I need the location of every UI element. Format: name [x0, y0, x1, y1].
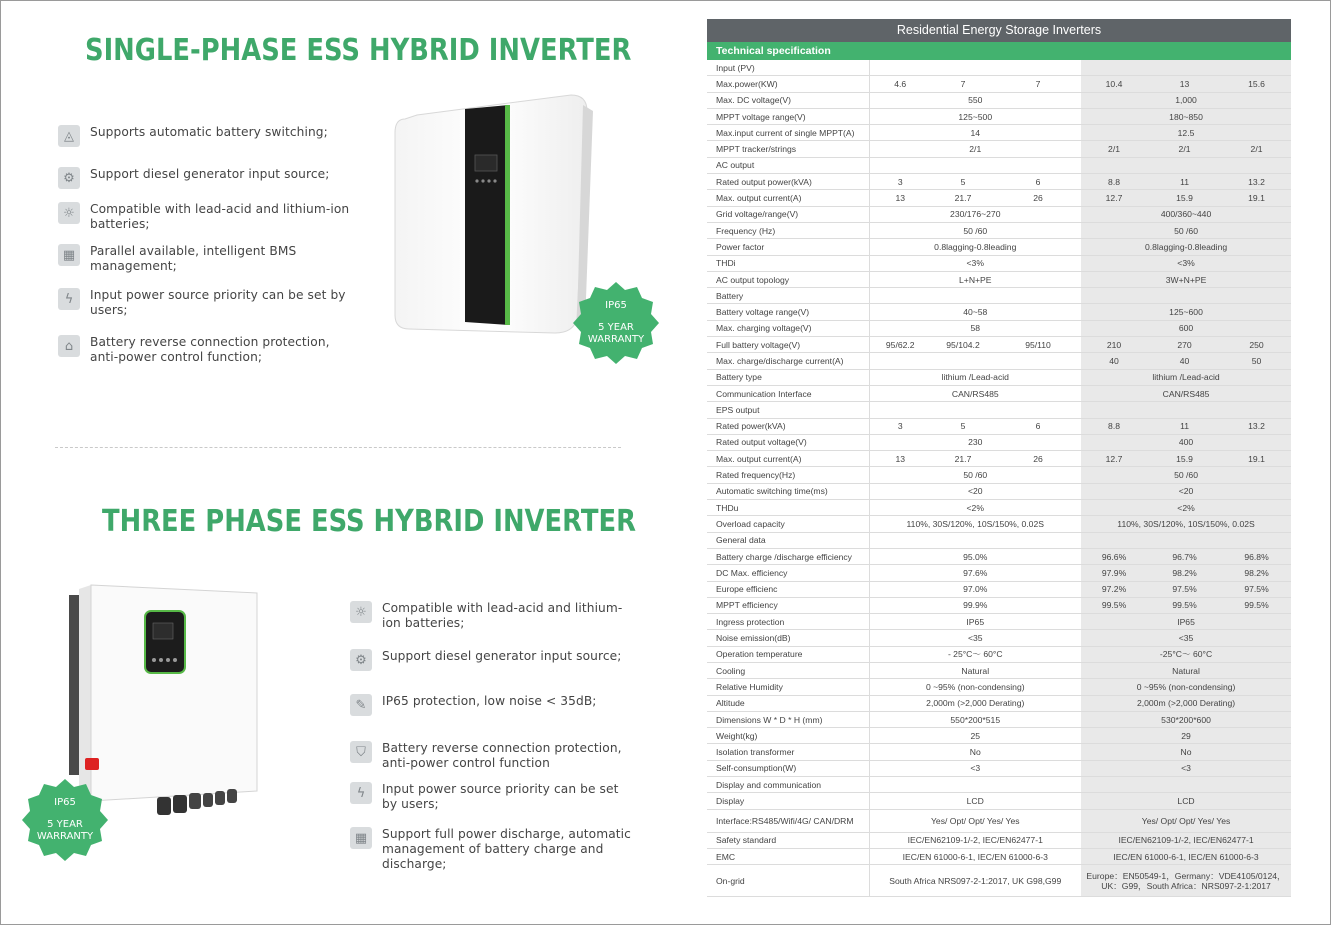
- spec-value: 97.6%: [869, 565, 1081, 581]
- spec-value: 3: [869, 174, 931, 190]
- spec-row: [707, 206, 1291, 222]
- spec-label: Rated output voltage(V): [707, 434, 869, 450]
- spec-value: <35: [869, 630, 1081, 646]
- spec-label: Max.power(KW): [707, 76, 869, 92]
- spec-value: - 25°C～ 60°C: [869, 646, 1081, 662]
- spec-value: 13.2: [1222, 174, 1291, 190]
- spec-label: Battery voltage range(V): [707, 304, 869, 320]
- spec-label: Isolation transformer: [707, 744, 869, 760]
- spec-label: THDu: [707, 500, 869, 516]
- spec-label: Self-consumption(W): [707, 760, 869, 776]
- spec-label: THDi: [707, 255, 869, 271]
- spec-value: 110%, 30S/120%, 10S/150%, 0.02S: [1081, 516, 1291, 532]
- spec-row: [707, 451, 1291, 467]
- spec-value: 15.9: [1147, 190, 1222, 206]
- spec-value: No: [1081, 744, 1291, 760]
- spec-value: 50 /60: [1081, 222, 1291, 238]
- spec-value: CAN/RS485: [869, 385, 1081, 401]
- spec-value: 99.9%: [869, 597, 1081, 613]
- feature-item: [350, 694, 637, 716]
- spec-empty-cell: [869, 777, 1081, 793]
- spec-value: 99.5%: [1147, 597, 1222, 613]
- battery-switch-icon: ◬: [58, 125, 80, 147]
- spec-row: [707, 92, 1291, 108]
- spec-label: Max. charging voltage(V): [707, 320, 869, 336]
- spec-value: IEC/EN 61000-6-1, IEC/EN 61000-6-3: [869, 848, 1081, 864]
- spec-value: <20: [869, 483, 1081, 499]
- spec-label: Rated output power(kVA): [707, 174, 869, 190]
- spec-value: <2%: [869, 500, 1081, 516]
- spec-row: [707, 532, 1291, 548]
- spec-value: 96.8%: [1222, 548, 1291, 564]
- spec-value: 2/1: [869, 141, 1081, 157]
- spec-value: 1,000: [1081, 92, 1291, 108]
- spec-value: 4.6: [869, 76, 931, 92]
- spec-value: lithium /Lead-acid: [1081, 369, 1291, 385]
- spec-row: [707, 320, 1291, 336]
- spec-value: 12.7: [1081, 451, 1147, 467]
- spec-value: 530*200*600: [1081, 711, 1291, 727]
- spec-label: Altitude: [707, 695, 869, 711]
- spec-label: Ingress protection: [707, 614, 869, 630]
- spec-label: Battery charge /discharge efficiency: [707, 548, 869, 564]
- badge-warranty-line2: WARRANTY: [587, 334, 645, 345]
- spec-empty-cell: [869, 532, 1081, 548]
- spec-value: 125~600: [1081, 304, 1291, 320]
- spec-value: 13.2: [1222, 418, 1291, 434]
- sun-icon: ☼: [350, 601, 372, 623]
- spec-value: 10.4: [1081, 76, 1147, 92]
- spec-value: 98.2%: [1147, 565, 1222, 581]
- feature-item: [350, 827, 637, 872]
- feature-item: [58, 125, 350, 147]
- spec-row: [707, 711, 1291, 727]
- spec-value: 6: [995, 174, 1081, 190]
- spec-table-panel: [707, 19, 1291, 897]
- spec-label: MPPT efficiency: [707, 597, 869, 613]
- warranty-badge-top: [573, 280, 659, 366]
- spec-value: 3: [869, 418, 931, 434]
- spec-value: 550*200*515: [869, 711, 1081, 727]
- spec-value: <3: [1081, 760, 1291, 776]
- spec-value: 40: [1081, 353, 1147, 369]
- spec-value: LCD: [869, 793, 1081, 809]
- spec-value: 400: [1081, 434, 1291, 450]
- three-phase-title: THREE PHASE ESS HYBRID INVERTER: [102, 504, 636, 539]
- spec-label: Display and communication: [707, 777, 869, 793]
- spec-value: 12.7: [1081, 190, 1147, 206]
- spec-row: [707, 516, 1291, 532]
- feature-text: Input power source priority can be set by users;: [90, 288, 346, 317]
- spec-row: [707, 222, 1291, 238]
- spec-label: Cooling: [707, 662, 869, 678]
- feature-text: Support diesel generator input source;: [90, 167, 330, 181]
- spec-row: [707, 434, 1291, 450]
- feature-text: Battery reverse connection protection, anti-power control function;: [90, 335, 330, 364]
- spec-empty-cell: [1081, 402, 1291, 418]
- spec-row: [707, 679, 1291, 695]
- spec-value: 15.9: [1147, 451, 1222, 467]
- spec-value: 97.5%: [1222, 581, 1291, 597]
- spec-value: <3%: [869, 255, 1081, 271]
- spec-value: 15.6: [1222, 76, 1291, 92]
- spec-value: 95/110: [995, 337, 1081, 353]
- spec-empty-cell: [1081, 777, 1291, 793]
- spec-value: 5: [931, 418, 995, 434]
- feature-item: [350, 601, 637, 631]
- spec-value: 550: [869, 92, 1081, 108]
- spec-value: 19.1: [1222, 451, 1291, 467]
- spec-row: [707, 255, 1291, 271]
- badge-warranty-line2: WARRANTY: [36, 831, 94, 842]
- spec-value: 58: [869, 320, 1081, 336]
- spec-value: 6: [995, 418, 1081, 434]
- spec-label: Max. DC voltage(V): [707, 92, 869, 108]
- spec-value: 2/1: [1222, 141, 1291, 157]
- spec-row: [707, 353, 1291, 369]
- spec-value: 13: [1147, 76, 1222, 92]
- spec-label: Frequency (Hz): [707, 222, 869, 238]
- spec-label: Dimensions W * D * H (mm): [707, 711, 869, 727]
- spec-value: South Africa NRS097-2-1:2017, UK G98,G99: [869, 865, 1081, 897]
- spec-value: <2%: [1081, 500, 1291, 516]
- spec-label: On-grid: [707, 865, 869, 897]
- spec-value: 2/1: [1147, 141, 1222, 157]
- lightning-icon: ϟ: [58, 288, 80, 310]
- section-divider: [55, 447, 621, 448]
- spec-value: 230: [869, 434, 1081, 450]
- feature-item: [58, 167, 350, 189]
- warranty-badge-bottom: [22, 777, 108, 863]
- spec-row: [707, 662, 1291, 678]
- spec-value: 97.2%: [1081, 581, 1147, 597]
- spec-value: 97.0%: [869, 581, 1081, 597]
- spec-value: 95.0%: [869, 548, 1081, 564]
- spec-value: 96.6%: [1081, 548, 1147, 564]
- spec-value: 11: [1147, 418, 1222, 434]
- spec-empty-cell: [869, 288, 1081, 304]
- spec-value: IEC/EN 61000-6-1, IEC/EN 61000-6-3: [1081, 848, 1291, 864]
- spec-label: Automatic switching time(ms): [707, 483, 869, 499]
- spec-label: Max.input current of single MPPT(A): [707, 125, 869, 141]
- spec-row: [707, 271, 1291, 287]
- spec-row: [707, 369, 1291, 385]
- feature-item: [58, 335, 350, 365]
- spec-row: [707, 793, 1291, 809]
- spec-value: 3W+N+PE: [1081, 271, 1291, 287]
- feature-item: [58, 202, 350, 232]
- feature-item: [58, 244, 350, 274]
- spec-label: Rated power(kVA): [707, 418, 869, 434]
- feature-text: Support diesel generator input source;: [382, 649, 622, 663]
- spec-row: [707, 483, 1291, 499]
- feature-item: [350, 741, 637, 771]
- spec-empty-cell: [869, 60, 1081, 76]
- spec-value: LCD: [1081, 793, 1291, 809]
- spec-value: 110%, 30S/120%, 10S/150%, 0.02S: [869, 516, 1081, 532]
- spec-value: -25°C～ 60°C: [1081, 646, 1291, 662]
- spec-label: Noise emission(dB): [707, 630, 869, 646]
- tools-icon: ✎: [350, 694, 372, 716]
- spec-label: Operation temperature: [707, 646, 869, 662]
- sun-icon: ☼: [58, 202, 80, 224]
- spec-value: IP65: [1081, 614, 1291, 630]
- spec-value: 99.5%: [1222, 597, 1291, 613]
- spec-row: [707, 865, 1291, 897]
- spec-subtitle: Technical specification: [707, 42, 1291, 60]
- spec-row: [707, 239, 1291, 255]
- spec-empty-cell: [1081, 157, 1291, 173]
- spec-value: 14: [869, 125, 1081, 141]
- feature-text: Compatible with lead-acid and lithium-ion batteries;: [90, 202, 350, 231]
- spec-label: AC output: [707, 157, 869, 173]
- feature-item: [58, 288, 350, 318]
- spec-value: 13: [869, 451, 931, 467]
- spec-value: 21.7: [931, 451, 995, 467]
- spec-row: [707, 174, 1291, 190]
- spec-empty-cell: [1081, 288, 1291, 304]
- spec-row: [707, 288, 1291, 304]
- feature-item: [350, 782, 637, 812]
- spec-row: [707, 141, 1291, 157]
- spec-value: 400/360~440: [1081, 206, 1291, 222]
- badge-ip: IP65: [54, 797, 76, 808]
- spec-label: EMC: [707, 848, 869, 864]
- spec-row: [707, 467, 1291, 483]
- spec-row: [707, 565, 1291, 581]
- spec-row: [707, 832, 1291, 848]
- spec-label: Interface:RS485/Wifi/4G/ CAN/DRM: [707, 809, 869, 832]
- spec-value: <20: [1081, 483, 1291, 499]
- spec-label: Safety standard: [707, 832, 869, 848]
- spec-row: [707, 385, 1291, 401]
- feature-text: IP65 protection, low noise < 35dB;: [382, 694, 597, 708]
- spec-value: L+N+PE: [869, 271, 1081, 287]
- spec-value: 8.8: [1081, 418, 1147, 434]
- spec-empty-cell: [869, 402, 1081, 418]
- spec-value: 7: [995, 76, 1081, 92]
- feature-text: Support full power discharge, automatic management of battery charge and discharge;: [382, 827, 631, 871]
- spec-label: General data: [707, 532, 869, 548]
- spec-row: [707, 614, 1291, 630]
- spec-row: [707, 337, 1291, 353]
- spec-label: DC Max. efficiency: [707, 565, 869, 581]
- spec-row: [707, 581, 1291, 597]
- spec-value: 50 /60: [869, 467, 1081, 483]
- spec-row: [707, 630, 1291, 646]
- feature-text: Supports automatic battery switching;: [90, 125, 328, 139]
- feature-text: Parallel available, intelligent BMS management;: [90, 244, 297, 273]
- feature-item: [350, 649, 637, 671]
- spec-label: Max. output current(A): [707, 190, 869, 206]
- spec-label: Grid voltage/range(V): [707, 206, 869, 222]
- single-phase-title: SINGLE-PHASE ESS HYBRID INVERTER: [85, 33, 632, 68]
- spec-label: Relative Humidity: [707, 679, 869, 695]
- spec-value: 97.9%: [1081, 565, 1147, 581]
- spec-value: Yes/ Opt/ Opt/ Yes/ Yes: [869, 809, 1081, 832]
- spec-value: 230/176~270: [869, 206, 1081, 222]
- spec-row: [707, 190, 1291, 206]
- spec-label: Rated frequency(Hz): [707, 467, 869, 483]
- spec-label: MPPT voltage range(V): [707, 108, 869, 124]
- spec-row: [707, 108, 1291, 124]
- spec-value: <3: [869, 760, 1081, 776]
- lightning-icon: ϟ: [350, 782, 372, 804]
- spec-row: [707, 76, 1291, 92]
- spec-value: IEC/EN62109-1/-2, IEC/EN62477-1: [1081, 832, 1291, 848]
- spec-value: [869, 353, 1081, 369]
- badge-warranty-line1: 5 YEAR: [47, 819, 83, 830]
- spec-value: 95/104.2: [931, 337, 995, 353]
- spec-value: 7: [931, 76, 995, 92]
- badge-warranty-line1: 5 YEAR: [598, 322, 634, 333]
- lock-icon: ⌂: [58, 335, 80, 357]
- spec-empty-cell: [1081, 532, 1291, 548]
- spec-row: [707, 125, 1291, 141]
- spec-table: [707, 60, 1291, 897]
- spec-value: 99.5%: [1081, 597, 1147, 613]
- spec-value: 25: [869, 728, 1081, 744]
- spec-row: [707, 848, 1291, 864]
- spec-value: 96.7%: [1147, 548, 1222, 564]
- spec-label: Input (PV): [707, 60, 869, 76]
- spec-value: 50 /60: [1081, 467, 1291, 483]
- spec-value: IP65: [869, 614, 1081, 630]
- spec-label: EPS output: [707, 402, 869, 418]
- spec-row: [707, 646, 1291, 662]
- spec-value: 5: [931, 174, 995, 190]
- spec-value: <35: [1081, 630, 1291, 646]
- spec-value: 270: [1147, 337, 1222, 353]
- spec-row: [707, 157, 1291, 173]
- spec-value: 600: [1081, 320, 1291, 336]
- badge-ip: IP65: [605, 300, 627, 311]
- spec-row: [707, 809, 1291, 832]
- spec-value: 21.7: [931, 190, 995, 206]
- spec-value: 2,000m (>2,000 Derating): [869, 695, 1081, 711]
- spec-row: [707, 777, 1291, 793]
- spec-row: [707, 760, 1291, 776]
- spec-value: 29: [1081, 728, 1291, 744]
- feature-text: Battery reverse connection protection, anti-power control function: [382, 741, 622, 770]
- spec-value: Europe：EN50549-1，Germany：VDE4105/0124，UK：G99，South Africa：NRS097-2-1:2017: [1081, 865, 1291, 897]
- spec-value: 0.8lagging-0.8leading: [1081, 239, 1291, 255]
- spec-value: No: [869, 744, 1081, 760]
- spec-row: [707, 548, 1291, 564]
- spec-value: CAN/RS485: [1081, 385, 1291, 401]
- spec-value: 95/62.2: [869, 337, 931, 353]
- grid-icon: ▦: [350, 827, 372, 849]
- spec-label: Overload capacity: [707, 516, 869, 532]
- spec-label: Battery type: [707, 369, 869, 385]
- spec-empty-cell: [869, 157, 1081, 173]
- spec-value: 2/1: [1081, 141, 1147, 157]
- spec-label: Max. charge/discharge current(A): [707, 353, 869, 369]
- spec-label: Display: [707, 793, 869, 809]
- spec-label: Max. output current(A): [707, 451, 869, 467]
- grid-icon: ▦: [58, 244, 80, 266]
- spec-value: 2,000m (>2,000 Derating): [1081, 695, 1291, 711]
- spec-value: lithium /Lead-acid: [869, 369, 1081, 385]
- spec-label: Communication Interface: [707, 385, 869, 401]
- shield-icon: ⛉: [350, 741, 372, 763]
- spec-value: 97.5%: [1147, 581, 1222, 597]
- spec-label: Power factor: [707, 239, 869, 255]
- spec-row: [707, 695, 1291, 711]
- spec-value: 26: [995, 190, 1081, 206]
- spec-value: 11: [1147, 174, 1222, 190]
- spec-empty-cell: [1081, 60, 1291, 76]
- spec-value: 0 ~95% (non-condensing): [869, 679, 1081, 695]
- spec-value: 50 /60: [869, 222, 1081, 238]
- spec-row: [707, 402, 1291, 418]
- spec-row: [707, 597, 1291, 613]
- generator-icon: ⚙: [58, 167, 80, 189]
- spec-value: Yes/ Opt/ Opt/ Yes/ Yes: [1081, 809, 1291, 832]
- spec-row: [707, 304, 1291, 320]
- generator-icon: ⚙: [350, 649, 372, 671]
- spec-row: [707, 744, 1291, 760]
- spec-label: Europe efficienc: [707, 581, 869, 597]
- spec-value: 0.8lagging-0.8leading: [869, 239, 1081, 255]
- spec-value: 0 ~95% (non-condensing): [1081, 679, 1291, 695]
- spec-value: 210: [1081, 337, 1147, 353]
- spec-value: 13: [869, 190, 931, 206]
- spec-label: AC output topology: [707, 271, 869, 287]
- spec-row: [707, 60, 1291, 76]
- spec-value: 250: [1222, 337, 1291, 353]
- spec-value: 180~850: [1081, 108, 1291, 124]
- spec-label: MPPT tracker/strings: [707, 141, 869, 157]
- spec-value: 12.5: [1081, 125, 1291, 141]
- spec-title: Residential Energy Storage Inverters: [707, 19, 1291, 42]
- spec-value: 40: [1147, 353, 1222, 369]
- spec-value: 8.8: [1081, 174, 1147, 190]
- spec-value: 40~58: [869, 304, 1081, 320]
- spec-row: [707, 500, 1291, 516]
- spec-value: Natural: [869, 662, 1081, 678]
- feature-text: Input power source priority can be set by users;: [382, 782, 619, 811]
- spec-label: Full battery voltage(V): [707, 337, 869, 353]
- spec-label: Battery: [707, 288, 869, 304]
- spec-value: 125~500: [869, 108, 1081, 124]
- spec-value: <3%: [1081, 255, 1291, 271]
- spec-value: 19.1: [1222, 190, 1291, 206]
- spec-value: 98.2%: [1222, 565, 1291, 581]
- spec-value: 50: [1222, 353, 1291, 369]
- spec-row: [707, 728, 1291, 744]
- spec-value: 26: [995, 451, 1081, 467]
- spec-row: [707, 418, 1291, 434]
- feature-text: Compatible with lead-acid and lithium-ion batteries;: [382, 601, 623, 630]
- spec-value: IEC/EN62109-1/-2, IEC/EN62477-1: [869, 832, 1081, 848]
- single-phase-inverter-image: [387, 89, 599, 337]
- spec-value: Natural: [1081, 662, 1291, 678]
- spec-label: Weight(kg): [707, 728, 869, 744]
